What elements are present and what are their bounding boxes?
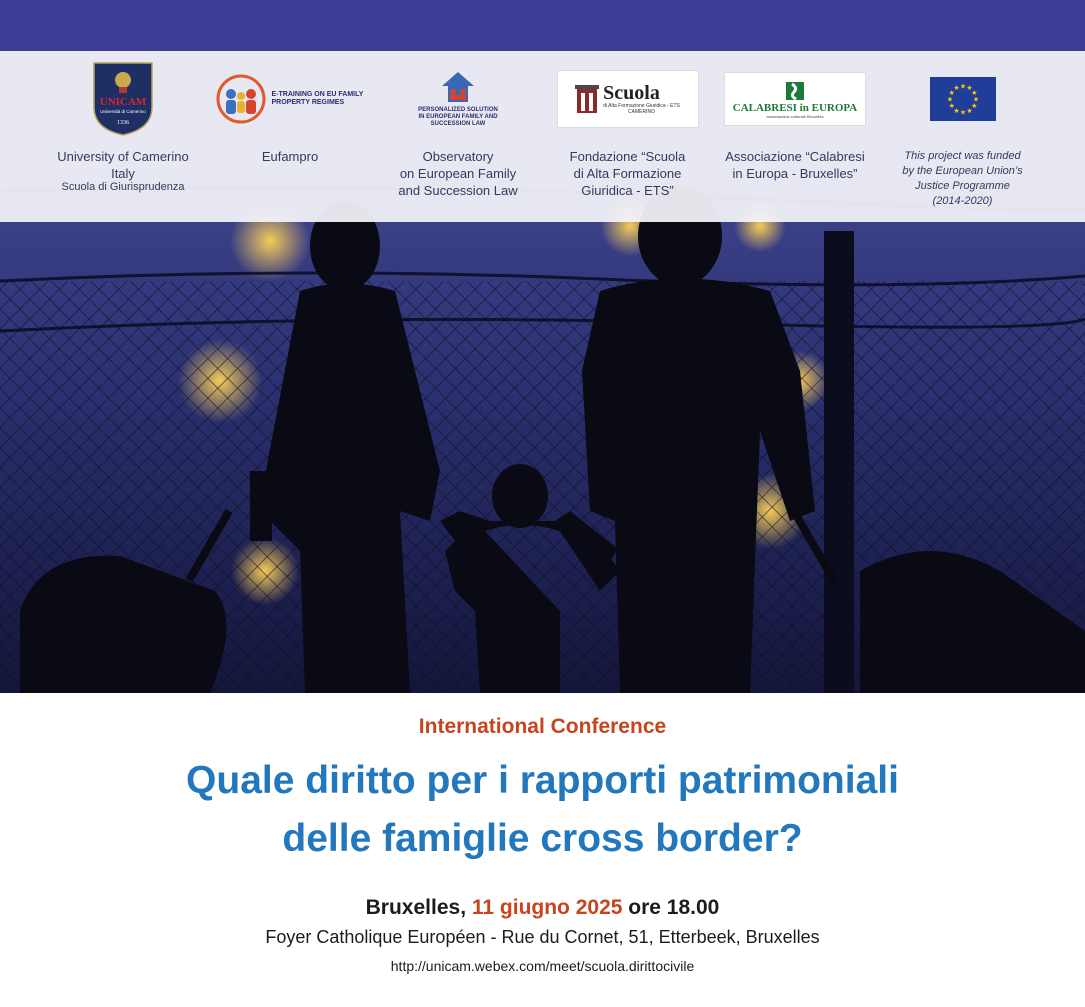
eu-star-icon: ★ [972, 96, 979, 104]
partner-name: Fondazione “Scuola di Alta Formazione Giuridica - ETS” [569, 149, 686, 198]
eu-funding-note: This project was funded by the European Union’s Justice Programme (2014-2020) [902, 150, 1023, 207]
top-banner [0, 0, 1085, 51]
partner-unicam [43, 51, 203, 222]
svg-text:UNICAM: UNICAM [99, 96, 147, 108]
conference-label: International Conference [418, 715, 667, 738]
event-when [0, 896, 1085, 920]
eu-flag-icon [930, 77, 996, 121]
eu-star-icon: ★ [948, 90, 955, 97]
partner-name: Observatory on European Family and Succession Law [398, 149, 518, 198]
scuola-logo-box [557, 70, 699, 128]
eu-star-icon: ★ [952, 85, 960, 93]
svg-text:1336: 1336 [117, 120, 129, 126]
eu-star-icon: ★ [948, 103, 955, 110]
event-city: Bruxelles, [365, 896, 467, 919]
partner-subtitle: Scuola di Giurisprudenza [61, 181, 185, 193]
calabresi-logo-text: CALABRESI in EUROPA [732, 101, 858, 114]
partner-name: Associazione “Calabresi in Europa - Bruxelles” [725, 149, 865, 181]
unicam-shield-logo[interactable] [92, 61, 154, 137]
eufampro-people-logo[interactable] [214, 72, 268, 126]
eu-star-icon: ★ [965, 107, 973, 115]
partner-observatory [378, 51, 538, 222]
event-date: 11 giugno 2025 [471, 896, 623, 919]
eufampro-logo-text: E-TRAINING ON EU FAMILY PROPERTY REGIMES [271, 91, 364, 106]
scuola-building-logo[interactable] [575, 83, 599, 115]
scuola-logo-title: Scuola [603, 82, 660, 104]
event-info [0, 693, 1085, 1007]
partner-calabresi [715, 51, 875, 222]
event-url-link[interactable]: http://unicam.webex.com/meet/scuola.dirittocivile [390, 958, 695, 974]
scuola-logo-city: CAMERINO [628, 109, 655, 115]
eu-star-icon: ★ [970, 103, 977, 110]
calabresi-logo[interactable] [784, 80, 806, 102]
observatory-house-logo[interactable] [440, 70, 476, 104]
event-time: ore 18.00 [628, 896, 720, 919]
eu-star-icon: ★ [959, 83, 966, 91]
observatory-logo-text: PERSONALIZED SOLUTION IN EUROPEAN FAMILY AND SUCCESSION LAW [418, 107, 498, 127]
partner-eu-funding [885, 51, 1040, 222]
event-title-line-1: Quale diritto per i rapporti patrimoniali [186, 759, 899, 802]
scuola-logo-sub: di Alta Formazione Giuridica - ETS [603, 103, 680, 109]
event-title-line-2: delle famiglie cross border? [282, 817, 803, 860]
calabresi-logo-sub: associazione culturale Bruxelles [766, 113, 824, 119]
partner-name: University of Camerino Italy [57, 149, 189, 181]
eu-star-icon: ★ [959, 109, 966, 117]
partner-scuola [550, 51, 705, 222]
partner-name: Eufampro [261, 149, 319, 164]
eu-star-icon: ★ [946, 96, 953, 104]
eu-star-icon: ★ [952, 107, 960, 115]
eu-star-icon: ★ [970, 90, 977, 97]
svg-text:Università di Camerino: Università di Camerino [100, 109, 146, 114]
event-venue: Foyer Catholique Européen - Rue du Cornet, 51, Etterbeek, Bruxelles [265, 927, 820, 947]
partner-logos-band [0, 51, 1085, 222]
calabresi-logo-box [724, 72, 866, 126]
partner-eufampro [205, 51, 375, 222]
eu-star-icon: ★ [965, 85, 973, 93]
